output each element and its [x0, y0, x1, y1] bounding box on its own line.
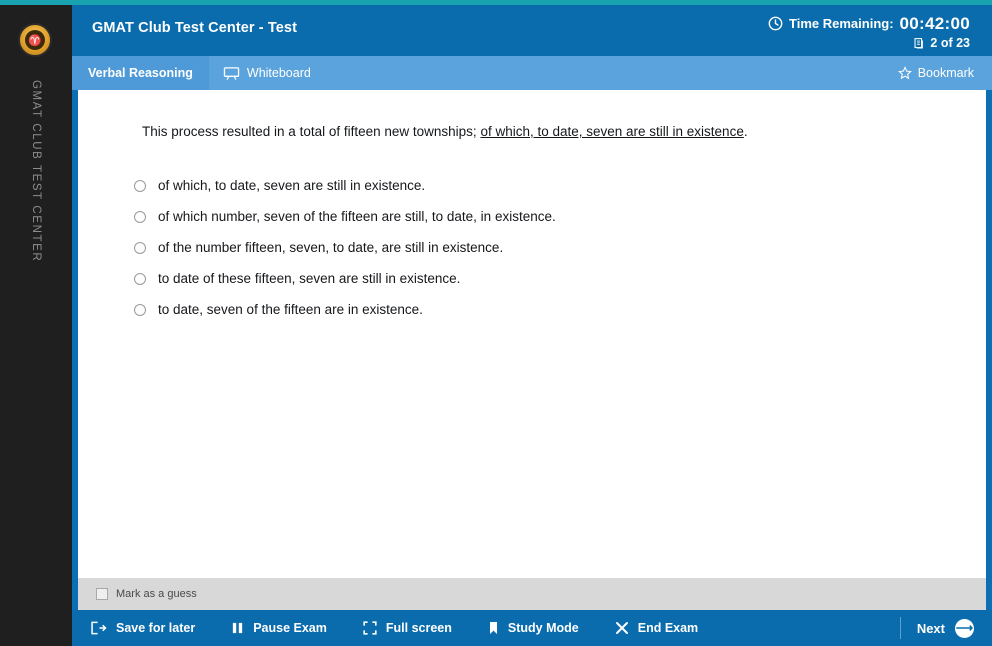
question-stem-suffix: . — [743, 124, 748, 139]
answer-options — [134, 177, 934, 332]
full-screen-button[interactable] — [345, 610, 470, 646]
test-window — [72, 5, 992, 646]
header-status — [768, 13, 970, 50]
end-exam-label: End Exam — [637, 621, 699, 635]
mark-as-guess-checkbox[interactable] — [96, 588, 108, 600]
section-toolbar — [72, 56, 992, 90]
bottom-toolbar — [72, 610, 992, 646]
answer-option-a-label: of which, to date, seven are still in existence. — [158, 178, 426, 193]
test-header — [72, 5, 992, 56]
answer-option-c-label: of the number fifteen, seven, to date, are still in existence. — [158, 240, 504, 255]
radio-button-d[interactable] — [134, 273, 146, 285]
answer-option-b[interactable] — [134, 208, 934, 239]
question-stem-prefix: This process resulted in a total of fifteen new townships; — [142, 124, 481, 139]
radio-button-b[interactable] — [134, 211, 146, 223]
bookmark-ribbon-icon — [488, 621, 499, 635]
study-mode-label: Study Mode — [507, 621, 579, 635]
brand-rail — [0, 5, 72, 646]
radio-button-c[interactable] — [134, 242, 146, 254]
whiteboard-icon — [223, 66, 240, 81]
answer-option-e[interactable] — [134, 301, 934, 332]
clock-icon — [768, 16, 783, 31]
whiteboard-label: Whiteboard — [246, 66, 311, 80]
bookmark-label: Bookmark — [917, 66, 974, 80]
answer-option-d-label: to date of these fifteen, seven are still in existence. — [158, 271, 461, 286]
exit-arrow-icon — [90, 620, 107, 636]
time-remaining-label: Time Remaining: — [789, 15, 894, 31]
mark-as-guess-label: Mark as a guess — [116, 588, 197, 600]
pause-exam-button[interactable] — [213, 610, 345, 646]
guess-bar — [78, 578, 986, 610]
tab-verbal-reasoning[interactable] — [72, 56, 209, 90]
answer-option-c[interactable] — [134, 239, 934, 270]
time-remaining-value: 00:42:00 — [899, 13, 970, 33]
radio-button-e[interactable] — [134, 304, 146, 316]
answer-option-a[interactable] — [134, 177, 934, 208]
page-title: GMAT Club Test Center - Test — [92, 20, 297, 36]
whiteboard-button[interactable] — [209, 56, 325, 90]
arrow-right-icon: ⟶ — [955, 619, 974, 638]
question-stem-underlined: of which, to date, seven are still in existence — [480, 124, 744, 139]
answer-option-e-label: to date, seven of the fifteen are in existence. — [158, 302, 423, 317]
fullscreen-icon — [363, 621, 377, 635]
toolbar-divider — [900, 617, 901, 639]
end-exam-button[interactable] — [597, 610, 716, 646]
time-remaining — [768, 13, 970, 33]
next-button[interactable] — [905, 619, 992, 638]
question-counter — [768, 36, 970, 50]
logo-glyph: ♈ — [25, 30, 45, 50]
brand-vertical-label: GMAT CLUB TEST CENTER — [30, 80, 42, 263]
bookmark-button[interactable] — [898, 66, 992, 80]
answer-option-d[interactable] — [134, 270, 934, 301]
answer-option-b-label: of which number, seven of the fifteen are still, to date, in existence. — [158, 209, 556, 224]
question-stem — [142, 122, 932, 142]
radio-button-a[interactable] — [134, 180, 146, 192]
question-counter-text: 2 of 23 — [930, 36, 970, 50]
next-label: Next — [916, 620, 945, 636]
save-for-later-button[interactable] — [72, 610, 213, 646]
pause-icon — [231, 621, 244, 635]
save-for-later-label: Save for later — [116, 621, 196, 635]
full-screen-label: Full screen — [385, 621, 452, 635]
close-icon — [615, 621, 629, 635]
study-mode-button[interactable] — [470, 610, 597, 646]
pages-icon — [913, 37, 926, 50]
pause-exam-label: Pause Exam — [253, 621, 327, 635]
gmat-club-logo — [18, 23, 52, 57]
star-outline-icon — [898, 66, 912, 80]
tab-verbal-reasoning-label: Verbal Reasoning — [88, 66, 193, 80]
question-area — [78, 90, 986, 578]
